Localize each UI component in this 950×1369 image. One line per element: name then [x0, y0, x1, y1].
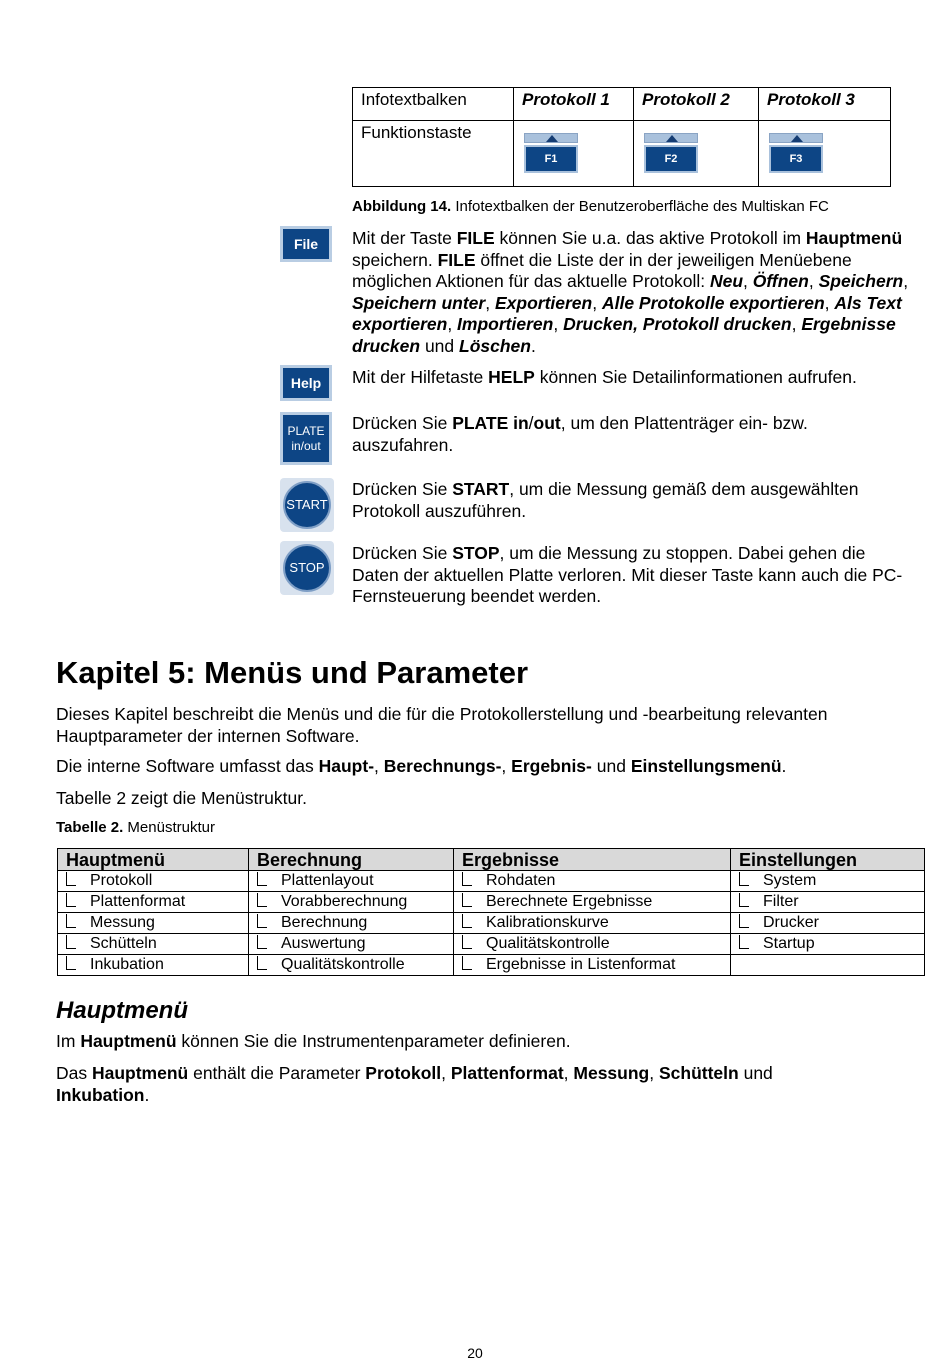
bold-text: Hauptmenü [91, 1063, 189, 1083]
bold-text: HELP [488, 367, 535, 387]
submenu-branch-icon [66, 893, 76, 907]
submenu-branch-icon [739, 914, 749, 928]
header-berechnung: Berechnung [249, 849, 454, 871]
separator: , [485, 292, 495, 313]
table-cell [249, 934, 454, 955]
bold-text: FILE [437, 249, 476, 270]
menu-structure-table [57, 848, 925, 976]
cell-text: Berechnung [281, 914, 368, 931]
table-cell [454, 934, 731, 955]
separator: , [592, 292, 602, 313]
separator: , [553, 314, 564, 334]
cell-text: Vorabberechnung [281, 893, 408, 910]
table-reference: Tabelle 2 zeigt die Menüstruktur. [56, 788, 307, 808]
cell-text: Filter [763, 893, 799, 910]
file-key-icon [280, 226, 332, 262]
table-row [58, 955, 925, 976]
table-cell [731, 934, 925, 955]
start-key-icon [280, 478, 334, 532]
submenu-branch-icon [257, 956, 267, 970]
submenu-branch-icon [66, 956, 76, 970]
f1-cell [514, 121, 634, 187]
bold-text: Hauptmenü [805, 228, 903, 248]
action-importieren: Importieren [457, 314, 554, 334]
submenu-branch-icon [257, 914, 267, 928]
cell-text: Startup [763, 935, 815, 952]
text: Drücken Sie [352, 479, 453, 499]
cell-text: Qualitätskontrolle [281, 956, 405, 973]
action-alle-protokolle-exportieren: Alle Protokolle exportieren [601, 292, 825, 313]
text: , um die Messung zu stoppen. Dabei gehen die Daten der aktuellen Platte verloren. Mit dieser Taste kann auch die PC-Fernsteuerung beendet werden. [352, 543, 903, 606]
separator: , [447, 314, 458, 334]
table-cell [58, 934, 249, 955]
figure-caption-text: Infotextbalken der Benutzeroberfläche des Multiskan FC [451, 198, 829, 215]
figure-caption-label: Abbildung 14. [352, 198, 452, 215]
submenu-branch-icon [257, 872, 267, 886]
f2-key [644, 133, 698, 173]
table-caption-text: Menüstruktur [123, 819, 215, 836]
submenu-branch-icon [462, 914, 472, 928]
submenu-branch-icon [462, 893, 472, 907]
text: Im [56, 1031, 81, 1051]
bold-text: Plattenformat [450, 1063, 564, 1083]
page-number: 20 [467, 1345, 483, 1361]
help-key-label: Help [290, 375, 322, 391]
table-cell [58, 892, 249, 913]
protokoll-3-header: Protokoll 3 [759, 88, 891, 121]
action-als-text-exportieren: Als Text exportieren [352, 292, 902, 334]
table-row [58, 871, 925, 892]
text: / [528, 413, 534, 433]
separator: und [591, 756, 631, 776]
bold-text: FILE [456, 228, 495, 248]
header-einstellungen: Einstellungen [731, 849, 925, 871]
table-row [58, 892, 925, 913]
text: können Sie u.a. das aktive Protokoll im [494, 228, 806, 248]
help-key-description [352, 367, 912, 389]
text: Mit der Taste [352, 228, 457, 248]
figure-caption [352, 198, 829, 215]
cell-text: Plattenformat [90, 893, 186, 910]
table-cell-empty [731, 955, 925, 976]
table-caption [56, 819, 215, 836]
submenu-branch-icon [66, 935, 76, 949]
protokoll-1-header: Protokoll 1 [514, 88, 634, 121]
bold-text: Protokoll [365, 1063, 442, 1083]
table-cell [454, 955, 731, 976]
separator: , [903, 271, 909, 291]
submenu-branch-icon [739, 872, 749, 886]
table-cell [58, 913, 249, 934]
chapter-intro: Dieses Kapitel beschreibt die Menüs und die für die Protokollerstellung und -bearbeitung relevanten Hauptparameter der internen Software. [56, 704, 828, 746]
cell-text: Qualitätskontrolle [486, 935, 610, 952]
separator: und [420, 335, 460, 356]
text: , um den Plattenträger ein- bzw. auszufahren. [352, 413, 808, 455]
cell-text: Schütteln [90, 935, 157, 952]
table-cell [731, 913, 925, 934]
separator: . [144, 1084, 150, 1105]
bold-text: Einstellungsmenü [630, 756, 782, 776]
action-loeschen: Löschen [459, 335, 531, 356]
cell-text: Ergebnisse in Listenformat [486, 956, 676, 973]
cell-text: System [763, 872, 817, 889]
separator: , [374, 756, 384, 776]
f2-key-label: F2 [644, 145, 698, 173]
f1-key [524, 133, 578, 173]
separator: , [563, 1063, 574, 1083]
table-row [58, 913, 925, 934]
cell-text: Rohdaten [486, 872, 556, 889]
submenu-branch-icon [462, 872, 472, 886]
text: Das [56, 1063, 92, 1083]
hauptmenu-paragraph-2 [56, 1063, 816, 1106]
submenu-branch-icon [739, 893, 749, 907]
f2-cell [634, 121, 759, 187]
bold-text: out [533, 413, 561, 433]
f3-cell [759, 121, 891, 187]
plate-key-icon [280, 412, 332, 465]
separator: . [530, 335, 536, 356]
f3-tab-arrow-icon [769, 133, 823, 143]
submenu-branch-icon [66, 872, 76, 886]
cell-text: Auswertung [281, 935, 366, 952]
stop-key-icon [280, 541, 334, 595]
bold-text: Berechnungs- [383, 756, 502, 776]
separator: , [808, 271, 819, 291]
action-exportieren: Exportieren [494, 292, 593, 313]
plate-key-description [352, 413, 912, 456]
header-ergebnisse: Ergebnisse [454, 849, 731, 871]
bold-text: Ergebnis- [511, 756, 592, 776]
separator: , [743, 271, 753, 291]
stop-key-description [352, 543, 912, 608]
cell-text: Plattenlayout [281, 872, 374, 889]
action-oeffnen: Öffnen [752, 271, 809, 291]
action-speichern: Speichern [818, 271, 904, 291]
separator: und [738, 1063, 773, 1083]
section-title-hauptmenu: Hauptmenü [56, 997, 188, 1024]
f1-tab-arrow-icon [524, 133, 578, 143]
help-key-icon [280, 365, 332, 401]
bold-text: PLATE in [452, 413, 529, 433]
separator: . [781, 756, 787, 776]
action-drucken: Drucken, Protokoll drucken [563, 314, 792, 334]
cell-text: Drucker [763, 914, 820, 931]
separator: , [791, 314, 802, 334]
separator: , [824, 292, 835, 313]
text: Mit der Hilfetaste [352, 367, 489, 387]
table-cell [454, 892, 731, 913]
text: enthält die Parameter [188, 1063, 366, 1083]
bold-text: Haupt- [318, 756, 375, 776]
text: Drücken Sie [352, 413, 453, 433]
submenu-branch-icon [257, 893, 267, 907]
f1-key-label: F1 [524, 145, 578, 173]
separator: , [501, 756, 512, 776]
bold-text: STOP [452, 543, 500, 563]
submenu-branch-icon [66, 914, 76, 928]
submenu-branch-icon [739, 935, 749, 949]
bold-text: START [452, 479, 510, 499]
cell-text: Inkubation [90, 956, 164, 973]
text: Drücken Sie [352, 543, 453, 563]
start-key-label: START [283, 481, 331, 529]
action-neu: Neu [709, 271, 744, 291]
text: können Sie die Instrumentenparameter definieren. [176, 1031, 571, 1051]
text: Die interne Software umfasst das [56, 756, 319, 776]
table-caption-label: Tabelle 2. [56, 819, 124, 836]
table-cell [249, 955, 454, 976]
start-key-description [352, 479, 912, 522]
text: , um die Messung gemäß dem ausgewählten Protokoll auszuführen. [352, 479, 859, 521]
cell-text: Berechnete Ergebnisse [486, 893, 653, 910]
submenu-branch-icon [257, 935, 267, 949]
cell-text: Kalibrationskurve [486, 914, 609, 931]
table-header-row [58, 849, 925, 871]
action-speichern-unter: Speichern unter [352, 292, 486, 313]
table-cell [454, 871, 731, 892]
bold-text: Schütteln [658, 1063, 739, 1083]
table-cell [58, 871, 249, 892]
table-row [58, 934, 925, 955]
submenu-branch-icon [462, 935, 472, 949]
header-hauptmenu: Hauptmenü [58, 849, 249, 871]
table-cell [249, 892, 454, 913]
separator: , [649, 1063, 659, 1083]
bold-text: Messung [573, 1063, 650, 1083]
info-bar-table [352, 87, 891, 187]
text: speichern. [352, 249, 438, 270]
cell-text: Protokoll [90, 872, 153, 889]
file-key-label: File [293, 236, 319, 252]
f3-key [769, 133, 823, 173]
stop-key-label: STOP [283, 544, 331, 592]
table-cell [58, 955, 249, 976]
table-cell [731, 871, 925, 892]
protokoll-2-header: Protokoll 2 [634, 88, 759, 121]
plate-key-label-line1: PLATE [287, 424, 325, 438]
hauptmenu-paragraph-1 [56, 1031, 916, 1053]
row-label-funktionstaste: Funktionstaste [353, 121, 514, 187]
table-cell [454, 913, 731, 934]
f2-tab-arrow-icon [644, 133, 698, 143]
text: können Sie Detailinformationen aufrufen. [534, 367, 857, 387]
row-label-infotextbalken: Infotextbalken [353, 88, 514, 121]
submenu-branch-icon [462, 956, 472, 970]
table-cell [731, 892, 925, 913]
action-ergebnisse-drucken: Ergebnisse drucken [352, 314, 896, 356]
plate-key-label-line2: in/out [291, 439, 321, 453]
separator: , [441, 1063, 451, 1083]
software-paragraph [56, 756, 916, 778]
bold-text: Hauptmenü [80, 1031, 177, 1051]
table-cell [249, 913, 454, 934]
cell-text: Messung [90, 914, 155, 931]
text: öffnet die Liste der in der jeweiligen Menüebene möglichen Aktionen für das aktuelle Protokoll: [352, 249, 852, 291]
bold-text: Inkubation [56, 1084, 145, 1105]
chapter-title: Kapitel 5: Menüs und Parameter [56, 655, 529, 690]
file-key-description [352, 228, 912, 357]
f3-key-label: F3 [769, 145, 823, 173]
table-cell [249, 871, 454, 892]
